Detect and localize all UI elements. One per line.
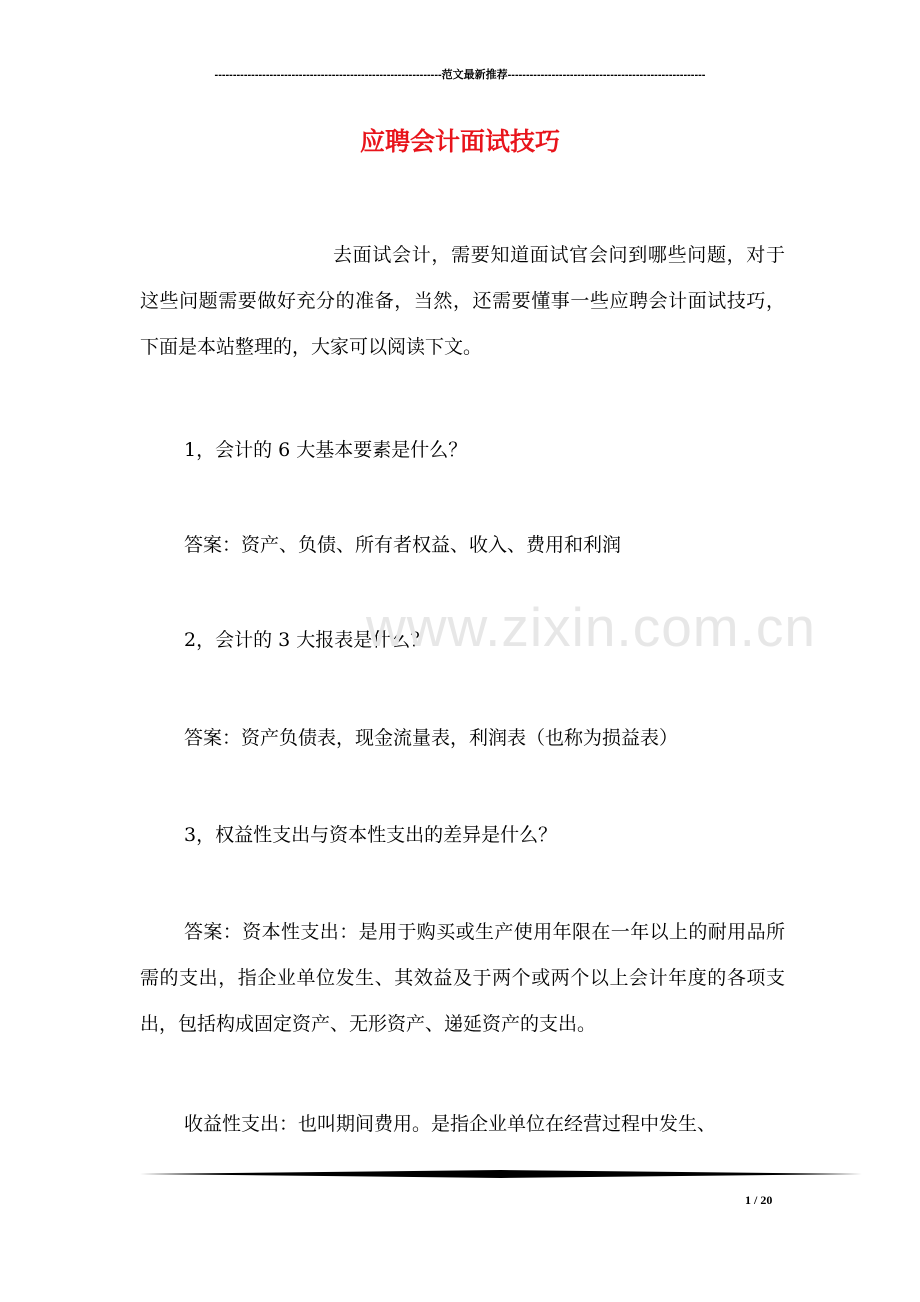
answer-3: 答案：资本性支出：是用于购买或生产使用年限在一年以上的耐用品所需的支出，指企业单位发生、其效益及于两个或两个以上会计年度的各项支出，包括构成固定资产、无形资产、递延资产的支出。: [140, 921, 785, 1035]
watermark: www.zixin.com.cn: [366, 596, 816, 658]
answer-3-continued: 收益性支出：也叫期间费用。是指企业单位在经营过程中发生、: [184, 1113, 717, 1135]
answer-2: 答案：资产负债表，现金流量表，利润表（也称为损益表）: [184, 727, 679, 749]
question-1: 1，会计的 6 大基本要素是什么？: [184, 439, 468, 461]
document-title: 应聘会计面试技巧: [359, 127, 560, 156]
question-3: 3，权益性支出与资本性支出的差异是什么？: [184, 824, 558, 846]
page-number: 1 / 20: [745, 1193, 773, 1207]
intro-paragraph: 去面试会计，需要知道面试官会问到哪些问题，对于这些问题需要做好充分的准备，当然，还需要懂事一些应聘会计面试技巧，下面是本站整理的，大家可以阅读下文。: [140, 244, 785, 358]
page-header: --------------------------------------------------------------范文最新推荐------------------------------------------------------: [214, 69, 706, 81]
answer-1: 答案：资产、负债、所有者权益、收入、费用和利润: [184, 534, 622, 556]
question-2: 2，会计的 3 大报表是什么？: [184, 629, 430, 651]
footer-divider: [140, 1170, 862, 1178]
